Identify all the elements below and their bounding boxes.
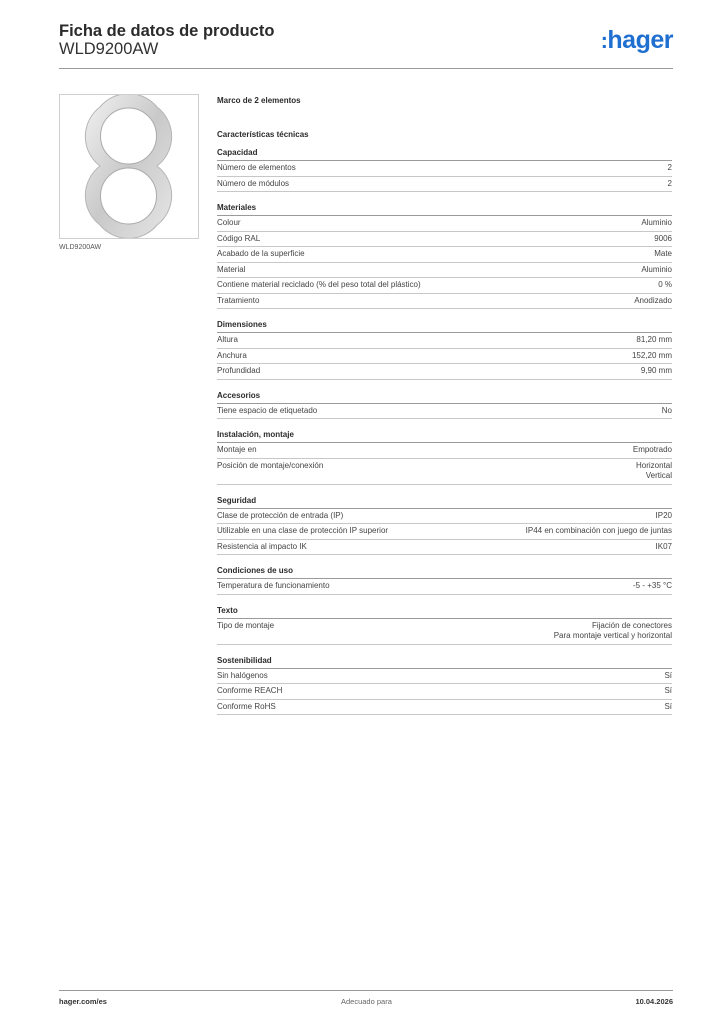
- spec-label: Código RAL: [217, 233, 261, 243]
- spec-value: 0 %: [658, 280, 672, 289]
- frame-opening-top: [101, 108, 157, 164]
- spec-row: [217, 278, 672, 294]
- spec-label: Resistencia al impacto IK: [217, 541, 307, 551]
- spec-label: Material: [217, 264, 246, 274]
- spec-label: Anchura: [217, 350, 247, 360]
- spec-value: Sí: [664, 686, 672, 695]
- footer-website: hager.com/es: [59, 997, 107, 1006]
- spec-row: [217, 333, 672, 349]
- tech-characteristics-title: Características técnicas: [217, 130, 309, 139]
- spec-row: [217, 669, 672, 685]
- spec-row: [217, 443, 672, 459]
- spec-label: Posición de montaje/conexión: [217, 460, 324, 470]
- spec-row: [217, 459, 672, 485]
- spec-section: [217, 391, 672, 420]
- page-header: [59, 20, 673, 70]
- spec-label: Tipo de montaje: [217, 620, 275, 630]
- spec-label: Tratamiento: [217, 295, 260, 305]
- spec-section: [217, 566, 672, 595]
- two-gang-frame-image: [60, 95, 198, 238]
- spec-value: 2: [667, 163, 672, 172]
- spec-value: Mate: [654, 249, 672, 258]
- spec-value: Aluminio: [641, 264, 672, 274]
- spec-row: [217, 263, 672, 279]
- spec-label: Clase de protección de entrada (IP): [217, 510, 344, 520]
- spec-row: [217, 579, 672, 595]
- spec-label: Tiene espacio de etiquetado: [217, 405, 318, 415]
- spec-value: No: [661, 405, 672, 415]
- spec-label: Conforme REACH: [217, 686, 283, 695]
- spec-label: Montaje en: [217, 445, 257, 454]
- spec-section: [217, 203, 672, 309]
- section-title: Capacidad: [217, 148, 672, 161]
- spec-value: Sí: [664, 701, 672, 711]
- spec-label: Altura: [217, 335, 238, 344]
- document-subtitle: WLD9200AW: [59, 40, 159, 58]
- section-title: Accesorios: [217, 391, 672, 404]
- spec-value: IP20: [655, 510, 672, 520]
- spec-row: [217, 216, 672, 232]
- spec-row: [217, 161, 672, 177]
- spec-section: [217, 430, 672, 485]
- spec-section: [217, 320, 672, 380]
- spec-section: [217, 496, 672, 556]
- spec-value: 81,20 mm: [636, 335, 672, 344]
- spec-value: Horizontal Vertical: [635, 460, 672, 480]
- product-image-caption: WLD9200AW: [59, 244, 102, 251]
- spec-value: 2: [667, 178, 672, 188]
- logo-dots: :: [600, 28, 608, 53]
- spec-value: -5 - +35 °C: [633, 581, 672, 590]
- spec-label: Profundidad: [217, 366, 261, 375]
- spec-label: Utilizable en una clase de protección IP superior: [217, 526, 389, 535]
- section-title: Sostenibilidad: [217, 656, 672, 669]
- document-title: Ficha de datos de producto: [59, 22, 275, 40]
- spec-row: [217, 509, 672, 525]
- spec-value: Empotrado: [632, 445, 672, 454]
- spec-label: Número de elementos: [217, 163, 296, 172]
- spec-row: [217, 619, 672, 645]
- spec-value: 9,90 mm: [640, 366, 672, 375]
- spec-section: [217, 606, 672, 645]
- section-title: Condiciones de uso: [217, 566, 672, 579]
- spec-row: [217, 404, 672, 420]
- spec-section: [217, 656, 672, 716]
- product-image-box: [59, 94, 199, 239]
- spec-row: [217, 247, 672, 263]
- spec-label: Colour: [217, 218, 241, 227]
- spec-value: 9006: [654, 233, 672, 243]
- spec-row: [217, 524, 672, 540]
- logo-text: hager: [607, 26, 673, 54]
- spec-row: [217, 349, 672, 365]
- spec-label: Sin halógenos: [217, 670, 268, 680]
- spec-section: [217, 148, 672, 192]
- specifications: [217, 96, 672, 715]
- spec-row: [217, 177, 672, 193]
- spec-value: Fijación de conectores Para montaje vertical y horizontal: [553, 620, 672, 640]
- hager-logo: [601, 26, 673, 55]
- spec-value: Anodizado: [634, 295, 672, 305]
- product-name: Marco de 2 elementos: [217, 96, 301, 105]
- section-title: Materiales: [217, 203, 672, 216]
- spec-value: IP44 en combinación con juego de juntas: [525, 526, 672, 535]
- footer-note: Adecuado para: [341, 997, 392, 1006]
- spec-label: Número de módulos: [217, 178, 290, 188]
- spec-label: Contiene material reciclado (% del peso total del plástico): [217, 280, 421, 289]
- footer-date: 10.04.2026: [635, 997, 673, 1006]
- frame-opening-bottom: [101, 168, 157, 224]
- spec-sections: [217, 148, 672, 715]
- spec-row: [217, 700, 672, 716]
- spec-value: Sí: [664, 670, 672, 680]
- spec-label: Temperatura de funcionamiento: [217, 581, 330, 590]
- section-title: Dimensiones: [217, 320, 672, 333]
- header-divider: [59, 68, 673, 69]
- spec-label: Acabado de la superficie: [217, 249, 305, 258]
- section-title: Instalación, montaje: [217, 430, 672, 443]
- spec-label: Conforme RoHS: [217, 701, 276, 711]
- section-title: Seguridad: [217, 496, 672, 509]
- spec-value: IK07: [655, 541, 672, 551]
- spec-value: Aluminio: [641, 218, 672, 227]
- spec-row: [217, 364, 672, 380]
- spec-value: 152,20 mm: [631, 350, 672, 360]
- section-title: Texto: [217, 606, 672, 619]
- footer-divider: [59, 990, 673, 991]
- spec-row: [217, 232, 672, 248]
- spec-row: [217, 540, 672, 556]
- spec-row: [217, 684, 672, 700]
- spec-row: [217, 294, 672, 310]
